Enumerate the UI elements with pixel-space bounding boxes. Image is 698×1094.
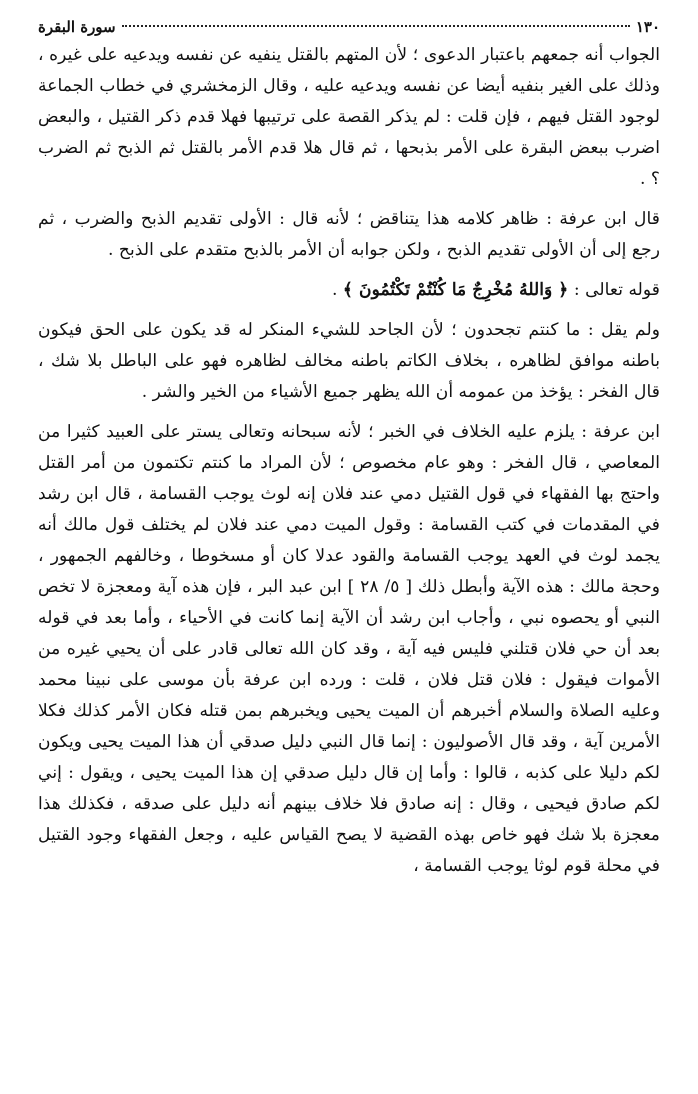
running-header [38, 14, 660, 40]
verse-tail: . [331, 280, 343, 300]
paragraph-ibn-arafa-1: قال ابن عرفة : ظاهر كلامه هذا يتناقض ؛ لأنه قال : الأولى تقديم الذبح والضرب ، ثم رجع إلى أن الأولى تقديم الذبح ، ولكن جوابه أن الأمر بالذبح متقدم على الذبح . [38, 209, 660, 260]
quran-verse: ﴿ وَاللهُ مُخْرِجٌ مَا كُنْتُمْ تَكْتُمُونَ ﴾ [342, 280, 569, 300]
paragraph-concealing: ولم يقل : ما كنتم تجحدون ؛ لأن الجاحد للشيء المنكر له قد يكون على الحق فيكون باطنه موافق لظاهره ، بخلاف الكاتم باطنه مخالف لظاهره فهو على الباطل بلا شك ، قال الفخر : يؤخذ من عمومه أن الله يظهر جميع الأشياء من الخير والشر . [38, 320, 660, 402]
verse-lead: قوله تعالى : [568, 280, 660, 300]
surah-title: سورة البقرة [38, 18, 116, 36]
header-dotted-rule [122, 25, 630, 27]
paragraph-answer: الجواب أنه جمعهم باعتبار الدعوى ؛ لأن المتهم بالقتل ينفيه عن نفسه ويدعيه على غيره ، وذلك على الغير بنفيه أيضا عن نفسه ويدعيه عليه ، وقال الزمخشري في خطاب الجماعة لوجود القتل فيهم ، فإن قلت : لم يذكر القصة على ترتيبها فهلا قدم ذكر القتيل ، والبعض اضرب ببعض البقرة على الأمر بذبحها ، ثم قال هلا قدم الأمر بالقتل ثم الذبح ثم الضرب ؟ . [38, 45, 660, 189]
paragraph-qasama: ابن عرفة : يلزم عليه الخلاف في الخبر ؛ لأنه سبحانه وتعالى يستر على العبيد كثيرا من المعاصي ، قال الفخر : وهو عام مخصوص ؛ لأن المراد ما كنتم تكتمون من أمر القتل واحتج بها الفقهاء في قول القتيل دمي عند فلان إنه لوث يوجب القسامة ، قال ابن رشد في المقدمات في كتب القسامة : وقول الميت دمي عند فلان لم يختلف قول مالك أنه يجمد لوث في العهد يوجب القسامة والقود عدلا كان أو مسخوطا ، وخالفهم الجمهور ، وحجة مالك : هذه الآية وأبطل ذلك [ ٥/ ٢٨ ] ابن عبد البر ، فإن هذه آية ومعجزة لا تخص النبي أو يحصوه نبي ، وأجاب ابن رشد أن الآية إنما كانت في الأحياء ، وأما بعد في قوله بعد أن حي فلان قتلني فليس فيه آية ، وقد كان الله تعالى قادر على أن يحيي غيره من الأموات فيقول : فلان قتل فلان ، قلت : ورده ابن عرفة بأن موسى على نبينا محمد وعليه الصلاة والسلام أخبرهم أن الميت يحيى ويخبرهم بمن قتله فكان الأمر كذلك فكلا الأمرين آية ، وقد قال الأصوليون : إنما قال النبي دليل صدقي أن هذا الميت يحيى ويكون لكم دليلا على كذبه ، قالوا : وأما إن قال دليل صدقي إن هذا الميت يحيى ، ويقول : إني لكم صادق فيحيى ، وقال : إنه صادق فلا خلاف بينهم أنه دليل على صدقه ، فكذلك هذا معجزة بلا شك فهو خاص بهذه القضية لا يصح القياس عليه ، وجعل الفقهاء وجود القتيل في محلة قوم لوثا يوجب القسامة ، [38, 422, 661, 876]
page-number: ١٣٠ [635, 18, 660, 36]
paragraph-verse [38, 275, 660, 306]
